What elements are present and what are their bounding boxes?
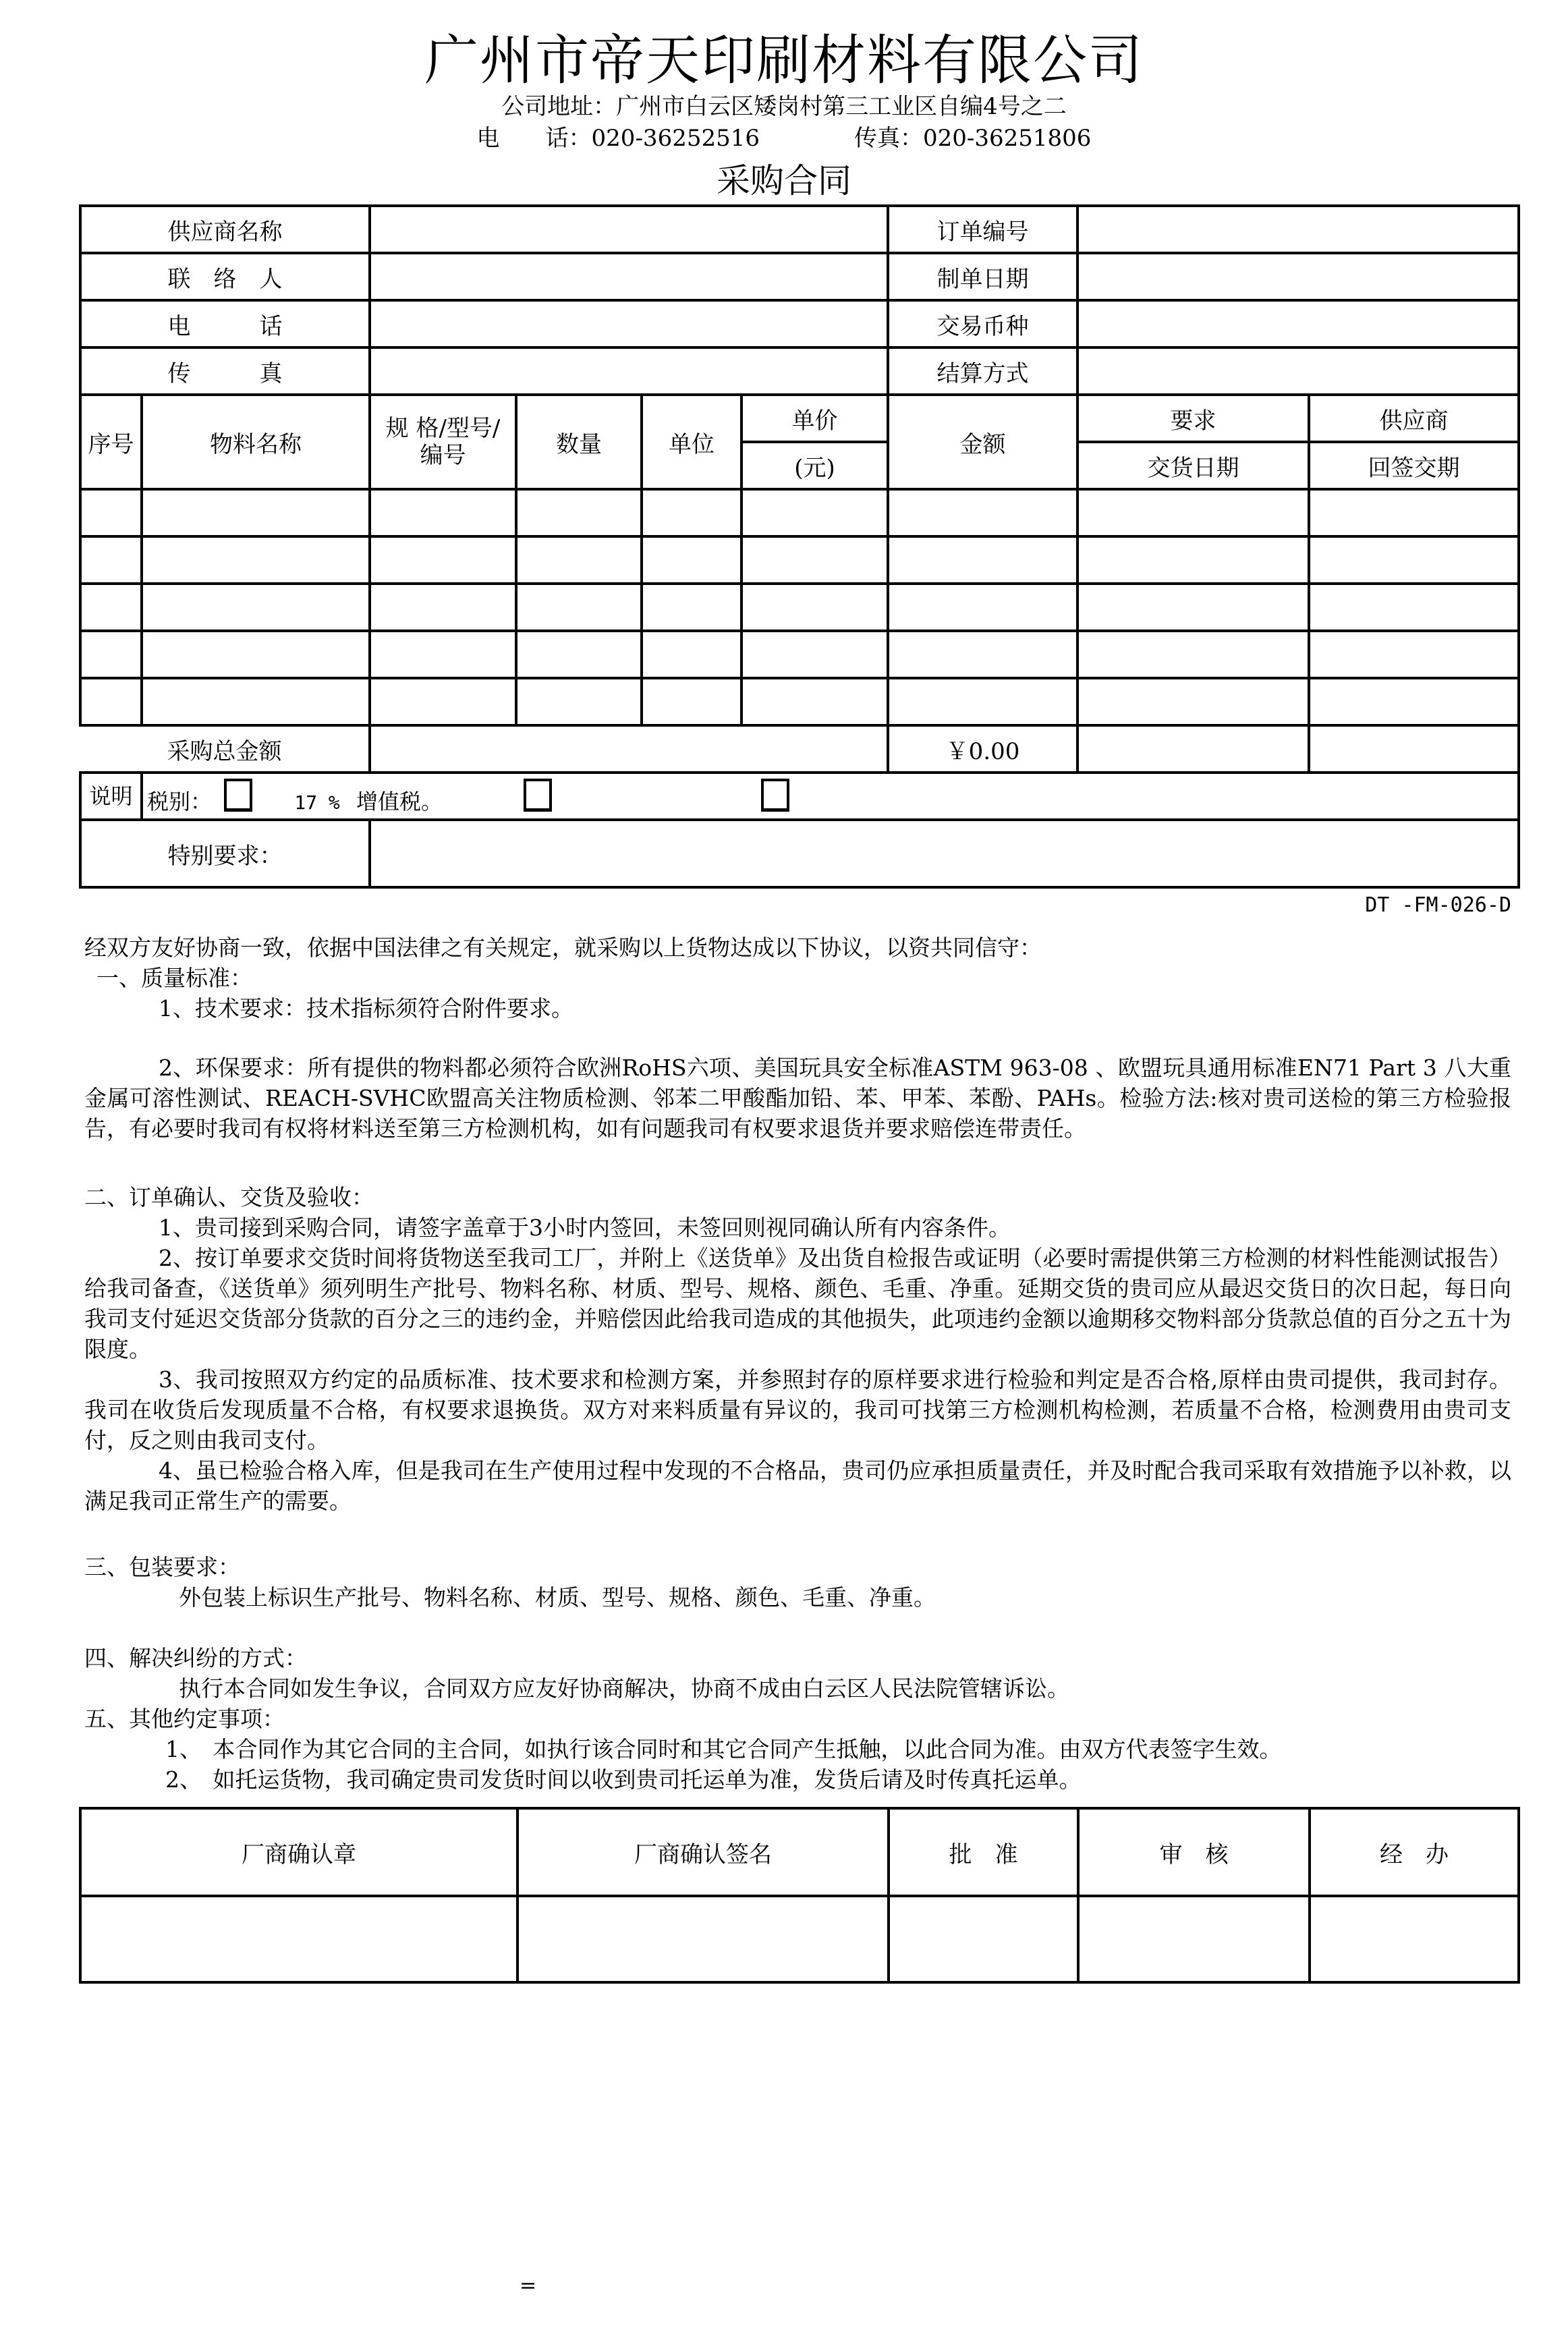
total-blank [370, 725, 888, 773]
item-cell[interactable] [1077, 678, 1309, 725]
item-cell[interactable] [142, 631, 370, 678]
vendor-seal-field[interactable] [80, 1896, 517, 1982]
item-cell[interactable] [1077, 584, 1309, 631]
item-cell[interactable] [80, 536, 142, 584]
supplier-row [80, 300, 1519, 347]
contact-person-field[interactable] [370, 253, 888, 300]
col-supplier: 供应商 [1309, 395, 1519, 442]
section-3-title: 三、包装要求： [84, 1554, 240, 1580]
col-confirmed-date: 回签交期 [1309, 442, 1519, 489]
supplier-name-label: 供应商名称 [80, 206, 370, 253]
section-1-item-1: 1、技术要求：技术指标须符合附件要求。 [159, 995, 573, 1022]
phone-number: 020-36252516 [591, 125, 760, 152]
tax-type-label: 税别： [147, 789, 213, 814]
approved-field[interactable] [889, 1896, 1078, 1982]
item-cell[interactable] [888, 536, 1077, 584]
col-material-name: 物料名称 [142, 395, 370, 489]
section-5-title: 五、其他约定事项： [84, 1706, 285, 1732]
item-cell[interactable] [1077, 536, 1309, 584]
item-cell[interactable] [642, 536, 741, 584]
section-1-title: 一、质量标准： [96, 965, 252, 991]
item-cell[interactable] [741, 584, 888, 631]
item-cell[interactable] [642, 631, 741, 678]
payment-method-label: 结算方式 [888, 347, 1077, 395]
signature-header-row [80, 1808, 1519, 1896]
company-name: 广州市帝天印刷材料有限公司 [424, 29, 1144, 92]
fax-label-cell: 传 真 [80, 347, 370, 395]
section-5-item-1: 1、 本合同作为其它合同的主合同，如执行该合同时和其它合同产生抵触，以此合同为准。由双方代表签字生效。 [165, 1736, 1282, 1762]
tax-checkbox-vat[interactable] [224, 779, 252, 812]
tax-description: 增值税。 [356, 789, 443, 814]
item-cell[interactable] [888, 584, 1077, 631]
item-cell[interactable] [80, 678, 142, 725]
special-requirements-label: 特别要求： [80, 820, 370, 887]
item-cell[interactable] [516, 631, 642, 678]
col-spec: 规 格/型号/编号 [370, 395, 516, 489]
total-amount: ￥0.00 [888, 725, 1077, 773]
fax-label: 传真： [854, 125, 923, 152]
item-cell[interactable] [142, 489, 370, 536]
company-address: 公司地址：广州市白云区矮岗村第三工业区自编4号之二 [501, 93, 1067, 120]
total-row [80, 725, 1519, 773]
item-cell[interactable] [80, 631, 142, 678]
signature-table [79, 1807, 1520, 1984]
item-cell[interactable] [1077, 631, 1309, 678]
item-cell[interactable] [1077, 489, 1309, 536]
section-1-item-2: 2、环保要求：所有提供的物料都必须符合欧洲RoHS六项、美国玩具安全标准ASTM 963-08 、欧盟玩具通用标准EN71 Part 3 八大重金属可溶性测试、REACH-SVHC欧盟高关注物质检测、邻苯二甲酸酯加铅、苯、甲苯、苯酚、PAHs。检验方法:核对贵司送检的第三方检验报告，有必要时我司有权将材料送至第三方检测机构，如有问题我司有权要求退货并要求赔偿连带责任。 [84, 1055, 1511, 1142]
item-cell[interactable] [1309, 584, 1519, 631]
item-row [80, 489, 1519, 536]
supplier-row [80, 253, 1519, 300]
vendor-seal-label: 厂商确认章 [80, 1808, 517, 1896]
section-2-item-2: 2、按订单要求交货时间将货物送至我司工厂，并附上《送货单》及出货自检报告或证明（必要时需提供第三方检测的材料性能测试报告）给我司备查，《送货单》须列明生产批号、物料名称、材质、型号、规格、颜色、毛重、净重。延期交货的贵司应从最迟交货日的次日起，每日向我司支付延迟交货部分货款的百分之三的违约金，并赔偿因此给我司造成的其他损失，此项违约金额以逾期移交物料部分货款总值的百分之五十为限度。 [84, 1245, 1511, 1362]
contact-line [0, 123, 1568, 153]
vendor-signature-field[interactable] [517, 1896, 889, 1982]
phone-label-cell: 电 话 [80, 300, 370, 347]
col-required: 要求 [1077, 395, 1309, 442]
tax-type-cell [142, 773, 1519, 820]
item-cell[interactable] [370, 536, 516, 584]
item-cell[interactable] [642, 489, 741, 536]
handled-field[interactable] [1310, 1896, 1519, 1982]
reviewed-field[interactable] [1078, 1896, 1310, 1982]
order-number-field[interactable] [1077, 206, 1519, 253]
col-seq: 序号 [80, 395, 142, 489]
item-cell[interactable] [80, 584, 142, 631]
col-quantity: 数量 [516, 395, 642, 489]
section-2-item-1: 1、贵司接到采购合同，请签字盖章于3小时内签回，未签回则视同确认所有内容条件。 [159, 1214, 1011, 1241]
item-cell[interactable] [888, 631, 1077, 678]
approved-label: 批 准 [889, 1808, 1078, 1896]
item-cell[interactable] [80, 489, 142, 536]
supplier-row [80, 347, 1519, 395]
col-unit-price: 单价 [741, 395, 888, 442]
document-title: 采购合同 [717, 161, 851, 200]
special-requirements-field[interactable] [370, 820, 1519, 887]
item-cell[interactable] [888, 678, 1077, 725]
payment-method-field[interactable] [1077, 347, 1519, 395]
reviewed-label: 审 核 [1078, 1808, 1310, 1896]
item-cell[interactable] [370, 489, 516, 536]
item-cell[interactable] [516, 678, 642, 725]
supplier-row [80, 206, 1519, 253]
section-4-title: 四、解决纠纷的方式： [84, 1645, 307, 1671]
item-cell[interactable] [741, 678, 888, 725]
col-amount: 金额 [888, 395, 1077, 489]
item-row [80, 584, 1519, 631]
item-cell[interactable] [741, 631, 888, 678]
item-cell[interactable] [1309, 678, 1519, 725]
supplier-name-field[interactable] [370, 206, 888, 253]
item-cell[interactable] [370, 631, 516, 678]
document-code: DT -FM-026-D [1365, 893, 1511, 917]
currency-label: 交易币种 [888, 300, 1077, 347]
item-cell[interactable] [741, 489, 888, 536]
item-cell[interactable] [516, 536, 642, 584]
item-cell[interactable] [1309, 536, 1519, 584]
col-unit: 单位 [642, 395, 741, 489]
total-blank-right-2 [1309, 725, 1519, 773]
order-number-label: 订单编号 [888, 206, 1077, 253]
item-cell[interactable] [1309, 489, 1519, 536]
item-cell[interactable] [741, 536, 888, 584]
col-unit-price-currency: (元) [741, 442, 888, 489]
item-cell[interactable] [516, 489, 642, 536]
purchase-order-table [79, 204, 1520, 889]
section-3-item-1: 外包装上标识生产批号、物料名称、材质、型号、规格、颜色、毛重、净重。 [179, 1584, 936, 1611]
item-row [80, 678, 1519, 725]
item-cell[interactable] [142, 678, 370, 725]
item-row [80, 536, 1519, 584]
section-5-item-2: 2、 如托运货物，我司确定贵司发货时间以收到贵司托运单为准，发货后请及时传真托运单。 [165, 1766, 1082, 1793]
section-2-title: 二、订单确认、交货及验收： [84, 1184, 374, 1210]
item-cell[interactable] [888, 489, 1077, 536]
vendor-signature-label: 厂商确认签名 [517, 1808, 889, 1896]
issue-date-field[interactable] [1077, 253, 1519, 300]
section-2-item-4: 4、虽已检验合格入库，但是我司在生产使用过程中发现的不合格品，贵司仍应承担质量责任，并及时配合我司采取有效措施予以补救，以满足我司正常生产的需要。 [84, 1457, 1511, 1514]
page-footer-mark: = [520, 2274, 537, 2297]
item-cell[interactable] [142, 536, 370, 584]
handled-label: 经 办 [1310, 1808, 1519, 1896]
notes-row [80, 773, 1519, 820]
currency-field[interactable] [1077, 300, 1519, 347]
item-row [80, 631, 1519, 678]
col-delivery-date: 交货日期 [1077, 442, 1309, 489]
phone-field[interactable] [370, 300, 888, 347]
tax-rate: 17 % [294, 791, 340, 814]
item-cell[interactable] [142, 584, 370, 631]
section-4-item-1: 执行本合同如发生争议，合同双方应友好协商解决，协商不成由白云区人民法院管辖诉讼。 [179, 1675, 1069, 1702]
special-requirements-row [80, 820, 1519, 887]
tax-checkbox-2[interactable] [524, 779, 552, 812]
notes-label: 说明 [80, 773, 142, 820]
total-label: 采购总金额 [80, 725, 370, 773]
item-cell[interactable] [642, 584, 741, 631]
fax-number: 020-36251806 [923, 125, 1092, 152]
phone-label: 电 话： [476, 125, 592, 152]
fax-field[interactable] [370, 347, 888, 395]
items-header-row [80, 395, 1519, 442]
section-2-item-3: 3、我司按照双方约定的品质标准、技术要求和检测方案，并参照封存的原样要求进行检验和判定是否合格,原样由贵司提供，我司封存。我司在收货后发现质量不合格，有权要求退换货。双方对来料质量有异议的，我司可找第三方检测机构检测，若质量不合格，检测费用由贵司支付，反之则由我司支付。 [84, 1366, 1511, 1453]
item-cell[interactable] [370, 584, 516, 631]
item-cell[interactable] [1309, 631, 1519, 678]
tax-checkbox-3[interactable] [761, 779, 789, 812]
item-cell[interactable] [370, 678, 516, 725]
issue-date-label: 制单日期 [888, 253, 1077, 300]
signature-value-row [80, 1896, 1519, 1982]
terms-intro: 经双方友好协商一致，依据中国法律之有关规定，就采购以上货物达成以下协议，以资共同信守： [84, 934, 1042, 961]
item-cell[interactable] [642, 678, 741, 725]
total-blank-right-1 [1077, 725, 1309, 773]
item-cell[interactable] [516, 584, 642, 631]
contact-person-label: 联 络 人 [80, 253, 370, 300]
